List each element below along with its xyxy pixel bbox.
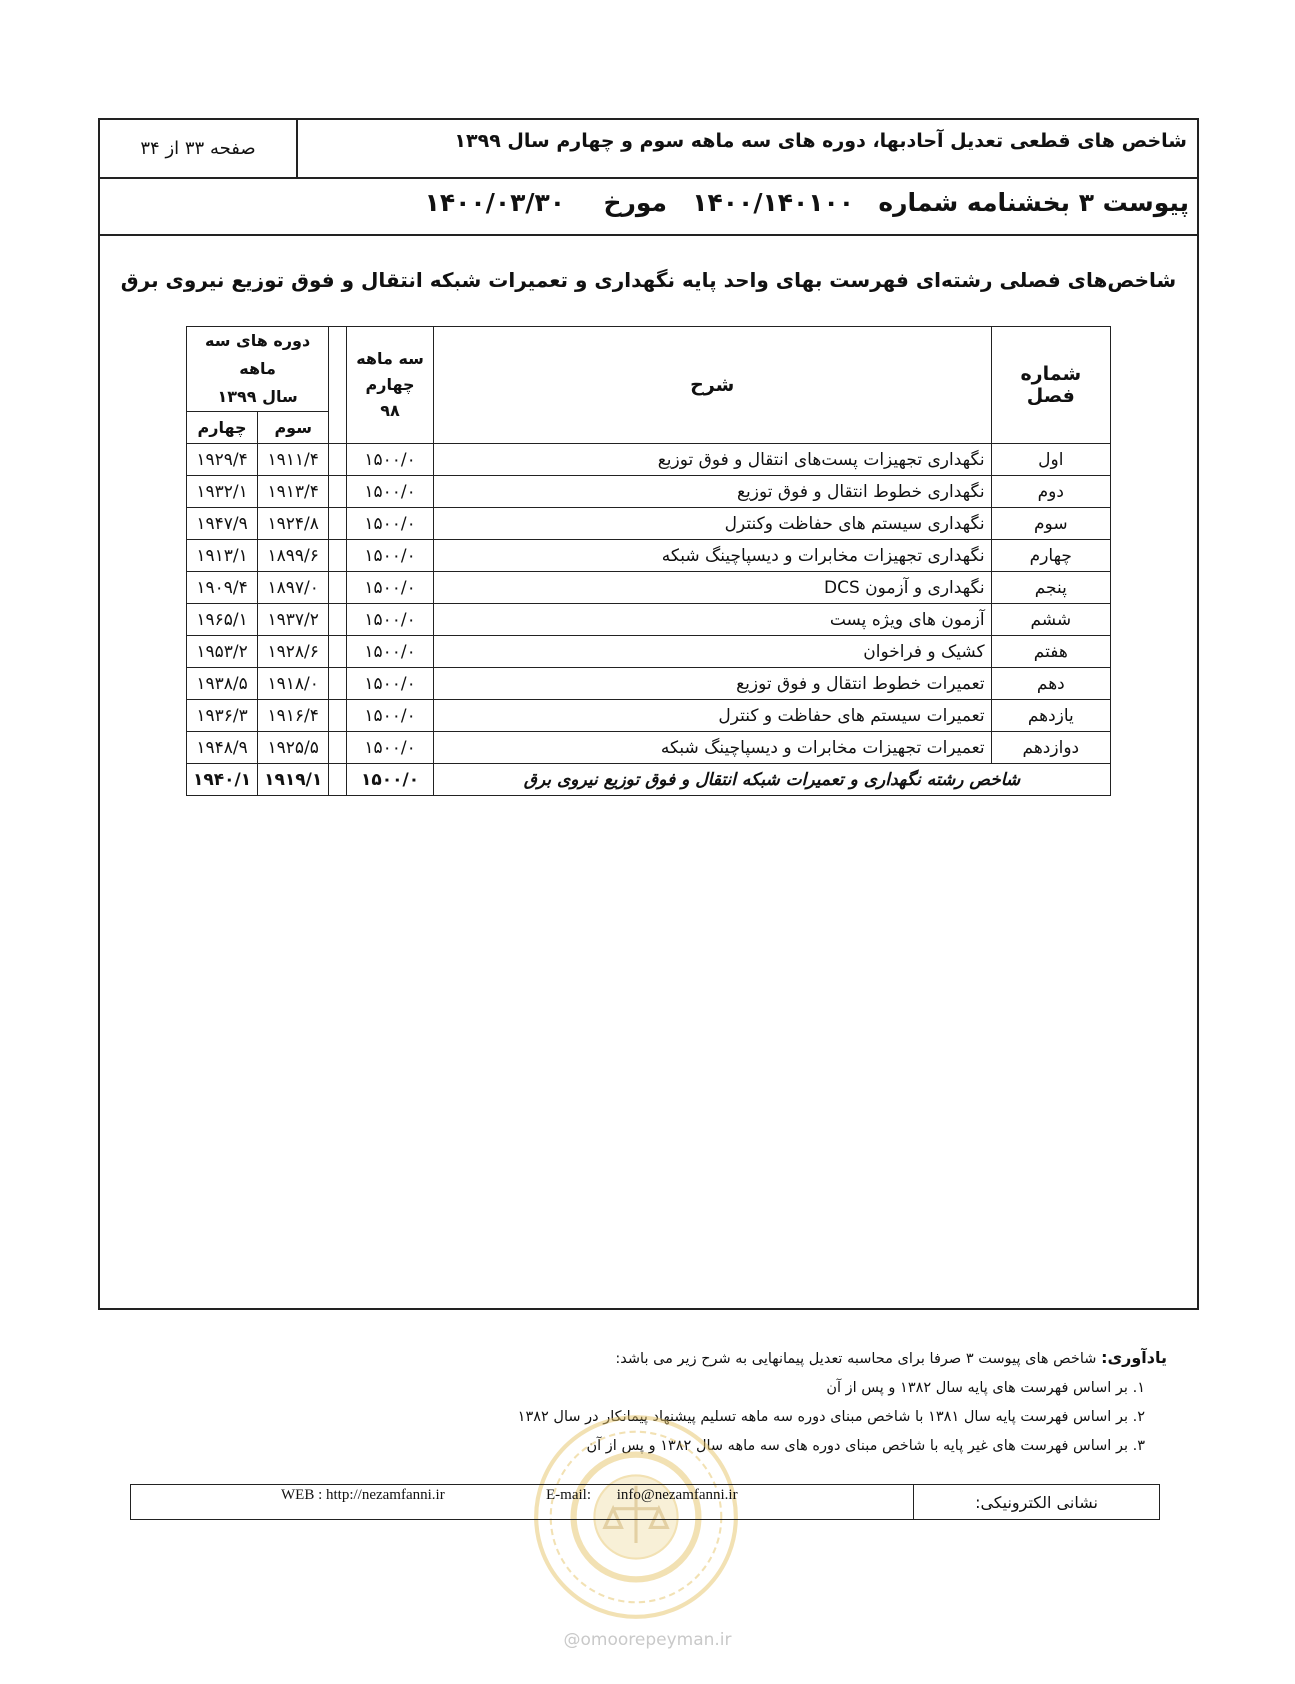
cell-gap	[329, 476, 347, 508]
notes-lead: یادآوری:	[1101, 1348, 1167, 1367]
cell-description: نگهداری و آزمون DCS	[433, 572, 991, 604]
table-total-row	[187, 764, 1111, 796]
cell-third: ۱۸۹۷/۰	[258, 572, 329, 604]
cell-chapter: سوم	[991, 508, 1110, 540]
table-row	[187, 572, 1111, 604]
header-description: شرح	[433, 327, 991, 444]
total-third: ۱۹۱۹/۱	[258, 764, 329, 796]
total-fourth: ۱۹۴۰/۱	[187, 764, 258, 796]
cell-fourth: ۱۹۴۸/۹	[187, 732, 258, 764]
index-table	[186, 326, 1111, 796]
page-number: صفحه ۳۳ از ۳۴	[100, 120, 298, 177]
notes-intro: شاخص های پیوست ۳ صرفا برای محاسبه تعدیل پیمانهایی به شرح زیر می باشد:	[615, 1351, 1097, 1367]
header-base-line1: سه ماهه	[356, 349, 424, 368]
note-item: ۳. بر اساس فهرست های غیر پایه با شاخص مبنای دوره های سه ماهه سال ۱۳۸۲ و پس از آن	[586, 1438, 1145, 1454]
table-row	[187, 700, 1111, 732]
cell-third: ۱۹۲۴/۸	[258, 508, 329, 540]
cell-gap	[329, 668, 347, 700]
cell-chapter: دوم	[991, 476, 1110, 508]
cell-third: ۱۹۲۵/۵	[258, 732, 329, 764]
document-frame	[98, 118, 1199, 1310]
cell-chapter: ششم	[991, 604, 1110, 636]
cell-base: ۱۵۰۰/۰	[347, 540, 434, 572]
cell-third: ۱۹۱۶/۴	[258, 700, 329, 732]
address-label: نشانی الکترونیکی:	[913, 1485, 1159, 1519]
table-row	[187, 540, 1111, 572]
header-chapter: شماره فصل	[991, 327, 1110, 444]
cell-chapter: هفتم	[991, 636, 1110, 668]
watermark-text: @omoorepeyman.ir	[563, 1630, 732, 1650]
cell-fourth: ۱۹۳۸/۵	[187, 668, 258, 700]
cell-base: ۱۵۰۰/۰	[347, 636, 434, 668]
table-header-row	[187, 327, 1111, 412]
note-item: ۲. بر اساس فهرست پایه سال ۱۳۸۱ با شاخص مبنای دوره سه ماهه تسلیم پیشنهاد پیمانکار در سال ۱۳۸۲	[517, 1409, 1145, 1425]
cell-description: تعمیرات تجهیزات مخابرات و دیسپاچینگ شبکه	[433, 732, 991, 764]
email-field	[546, 1487, 738, 1504]
cell-fourth: ۱۹۳۲/۱	[187, 476, 258, 508]
cell-chapter: دهم	[991, 668, 1110, 700]
cell-base: ۱۵۰۰/۰	[347, 476, 434, 508]
cell-base: ۱۵۰۰/۰	[347, 604, 434, 636]
cell-gap	[329, 604, 347, 636]
circular-date: ۱۴۰۰/۰۳/۳۰	[424, 188, 565, 217]
cell-base: ۱۵۰۰/۰	[347, 444, 434, 476]
cell-gap	[329, 636, 347, 668]
cell-gap	[329, 732, 347, 764]
header-title: شاخص های قطعی تعدیل آحادبها، دوره های سه ماهه سوم و چهارم سال ۱۳۹۹	[454, 130, 1187, 152]
cell-fourth: ۱۹۰۹/۴	[187, 572, 258, 604]
email-label: E-mail:	[546, 1487, 591, 1503]
cell-description: نگهداری سیستم های حفاظت وکنترل	[433, 508, 991, 540]
cell-base: ۱۵۰۰/۰	[347, 668, 434, 700]
table-row	[187, 604, 1111, 636]
date-label: مورخ	[603, 188, 667, 217]
cell-base: ۱۵۰۰/۰	[347, 732, 434, 764]
attachment-label: پیوست ۳ بخشنامه شماره	[878, 188, 1189, 217]
cell-gap	[329, 540, 347, 572]
cell-gap	[329, 444, 347, 476]
cell-third: ۱۹۱۳/۴	[258, 476, 329, 508]
header-row-title	[100, 120, 1197, 179]
cell-gap	[329, 764, 347, 796]
cell-description: نگهداری تجهیزات مخابرات و دیسپاچینگ شبکه	[433, 540, 991, 572]
header-row-circular	[100, 179, 1197, 236]
cell-gap	[329, 700, 347, 732]
cell-fourth: ۱۹۲۹/۴	[187, 444, 258, 476]
header-group-line1: دوره های سه ماهه	[205, 331, 311, 378]
cell-fourth: ۱۹۳۶/۳	[187, 700, 258, 732]
cell-base: ۱۵۰۰/۰	[347, 508, 434, 540]
document-title: شاخص‌های فصلی رشته‌ای فهرست بهای واحد پایه نگهداری و تعمیرات شبکه انتقال و فوق توزیع نیروی برق	[120, 268, 1177, 292]
cell-description: آزمون های ویژه پست	[433, 604, 991, 636]
cell-fourth: ۱۹۶۵/۱	[187, 604, 258, 636]
circular-number: ۱۴۰۰/۱۴۰۱۰۰	[692, 188, 854, 217]
note-item: ۱. بر اساس فهرست های پایه سال ۱۳۸۲ و پس از آن	[826, 1380, 1145, 1396]
cell-fourth: ۱۹۴۷/۹	[187, 508, 258, 540]
header-third: سوم	[258, 412, 329, 444]
total-base: ۱۵۰۰/۰	[347, 764, 434, 796]
table-row	[187, 732, 1111, 764]
cell-fourth: ۱۹۱۳/۱	[187, 540, 258, 572]
table-row	[187, 444, 1111, 476]
table-row	[187, 476, 1111, 508]
table-row	[187, 636, 1111, 668]
cell-third: ۱۸۹۹/۶	[258, 540, 329, 572]
cell-chapter: یازدهم	[991, 700, 1110, 732]
web-link[interactable]: WEB : http://nezamfanni.ir	[281, 1487, 445, 1503]
cell-third: ۱۹۳۷/۲	[258, 604, 329, 636]
header-fourth: چهارم	[187, 412, 258, 444]
cell-third: ۱۹۲۸/۶	[258, 636, 329, 668]
table-row	[187, 668, 1111, 700]
cell-base: ۱۵۰۰/۰	[347, 700, 434, 732]
cell-base: ۱۵۰۰/۰	[347, 572, 434, 604]
cell-description: کشیک و فراخوان	[433, 636, 991, 668]
cell-description: نگهداری خطوط انتقال و فوق توزیع	[433, 476, 991, 508]
cell-third: ۱۹۱۱/۴	[258, 444, 329, 476]
notes-intro-line	[518, 1343, 1167, 1374]
cell-description: تعمیرات خطوط انتقال و فوق توزیع	[433, 668, 991, 700]
cell-chapter: پنجم	[991, 572, 1110, 604]
header-group	[187, 327, 329, 412]
cell-gap	[329, 572, 347, 604]
cell-chapter: اول	[991, 444, 1110, 476]
header-group-line2: سال ۱۳۹۹	[217, 387, 298, 406]
table-row	[187, 508, 1111, 540]
cell-fourth: ۱۹۵۳/۲	[187, 636, 258, 668]
header-base-line2: چهارم ۹۸	[365, 375, 415, 420]
cell-chapter: دوازدهم	[991, 732, 1110, 764]
email-link[interactable]: info@nezamfanni.ir	[616, 1487, 738, 1503]
cell-description: تعمیرات سیستم های حفاظت و کنترل	[433, 700, 991, 732]
cell-description: نگهداری تجهیزات پست‌های انتقال و فوق توزیع	[433, 444, 991, 476]
cell-gap	[329, 508, 347, 540]
cell-chapter: چهارم	[991, 540, 1110, 572]
header-base	[347, 327, 434, 444]
cell-third: ۱۹۱۸/۰	[258, 668, 329, 700]
total-description: شاخص رشته نگهداری و تعمیرات شبکه انتقال و فوق توزیع نیروی برق	[433, 764, 1110, 796]
footer-contact	[130, 1484, 1160, 1520]
header-gap	[329, 327, 347, 444]
